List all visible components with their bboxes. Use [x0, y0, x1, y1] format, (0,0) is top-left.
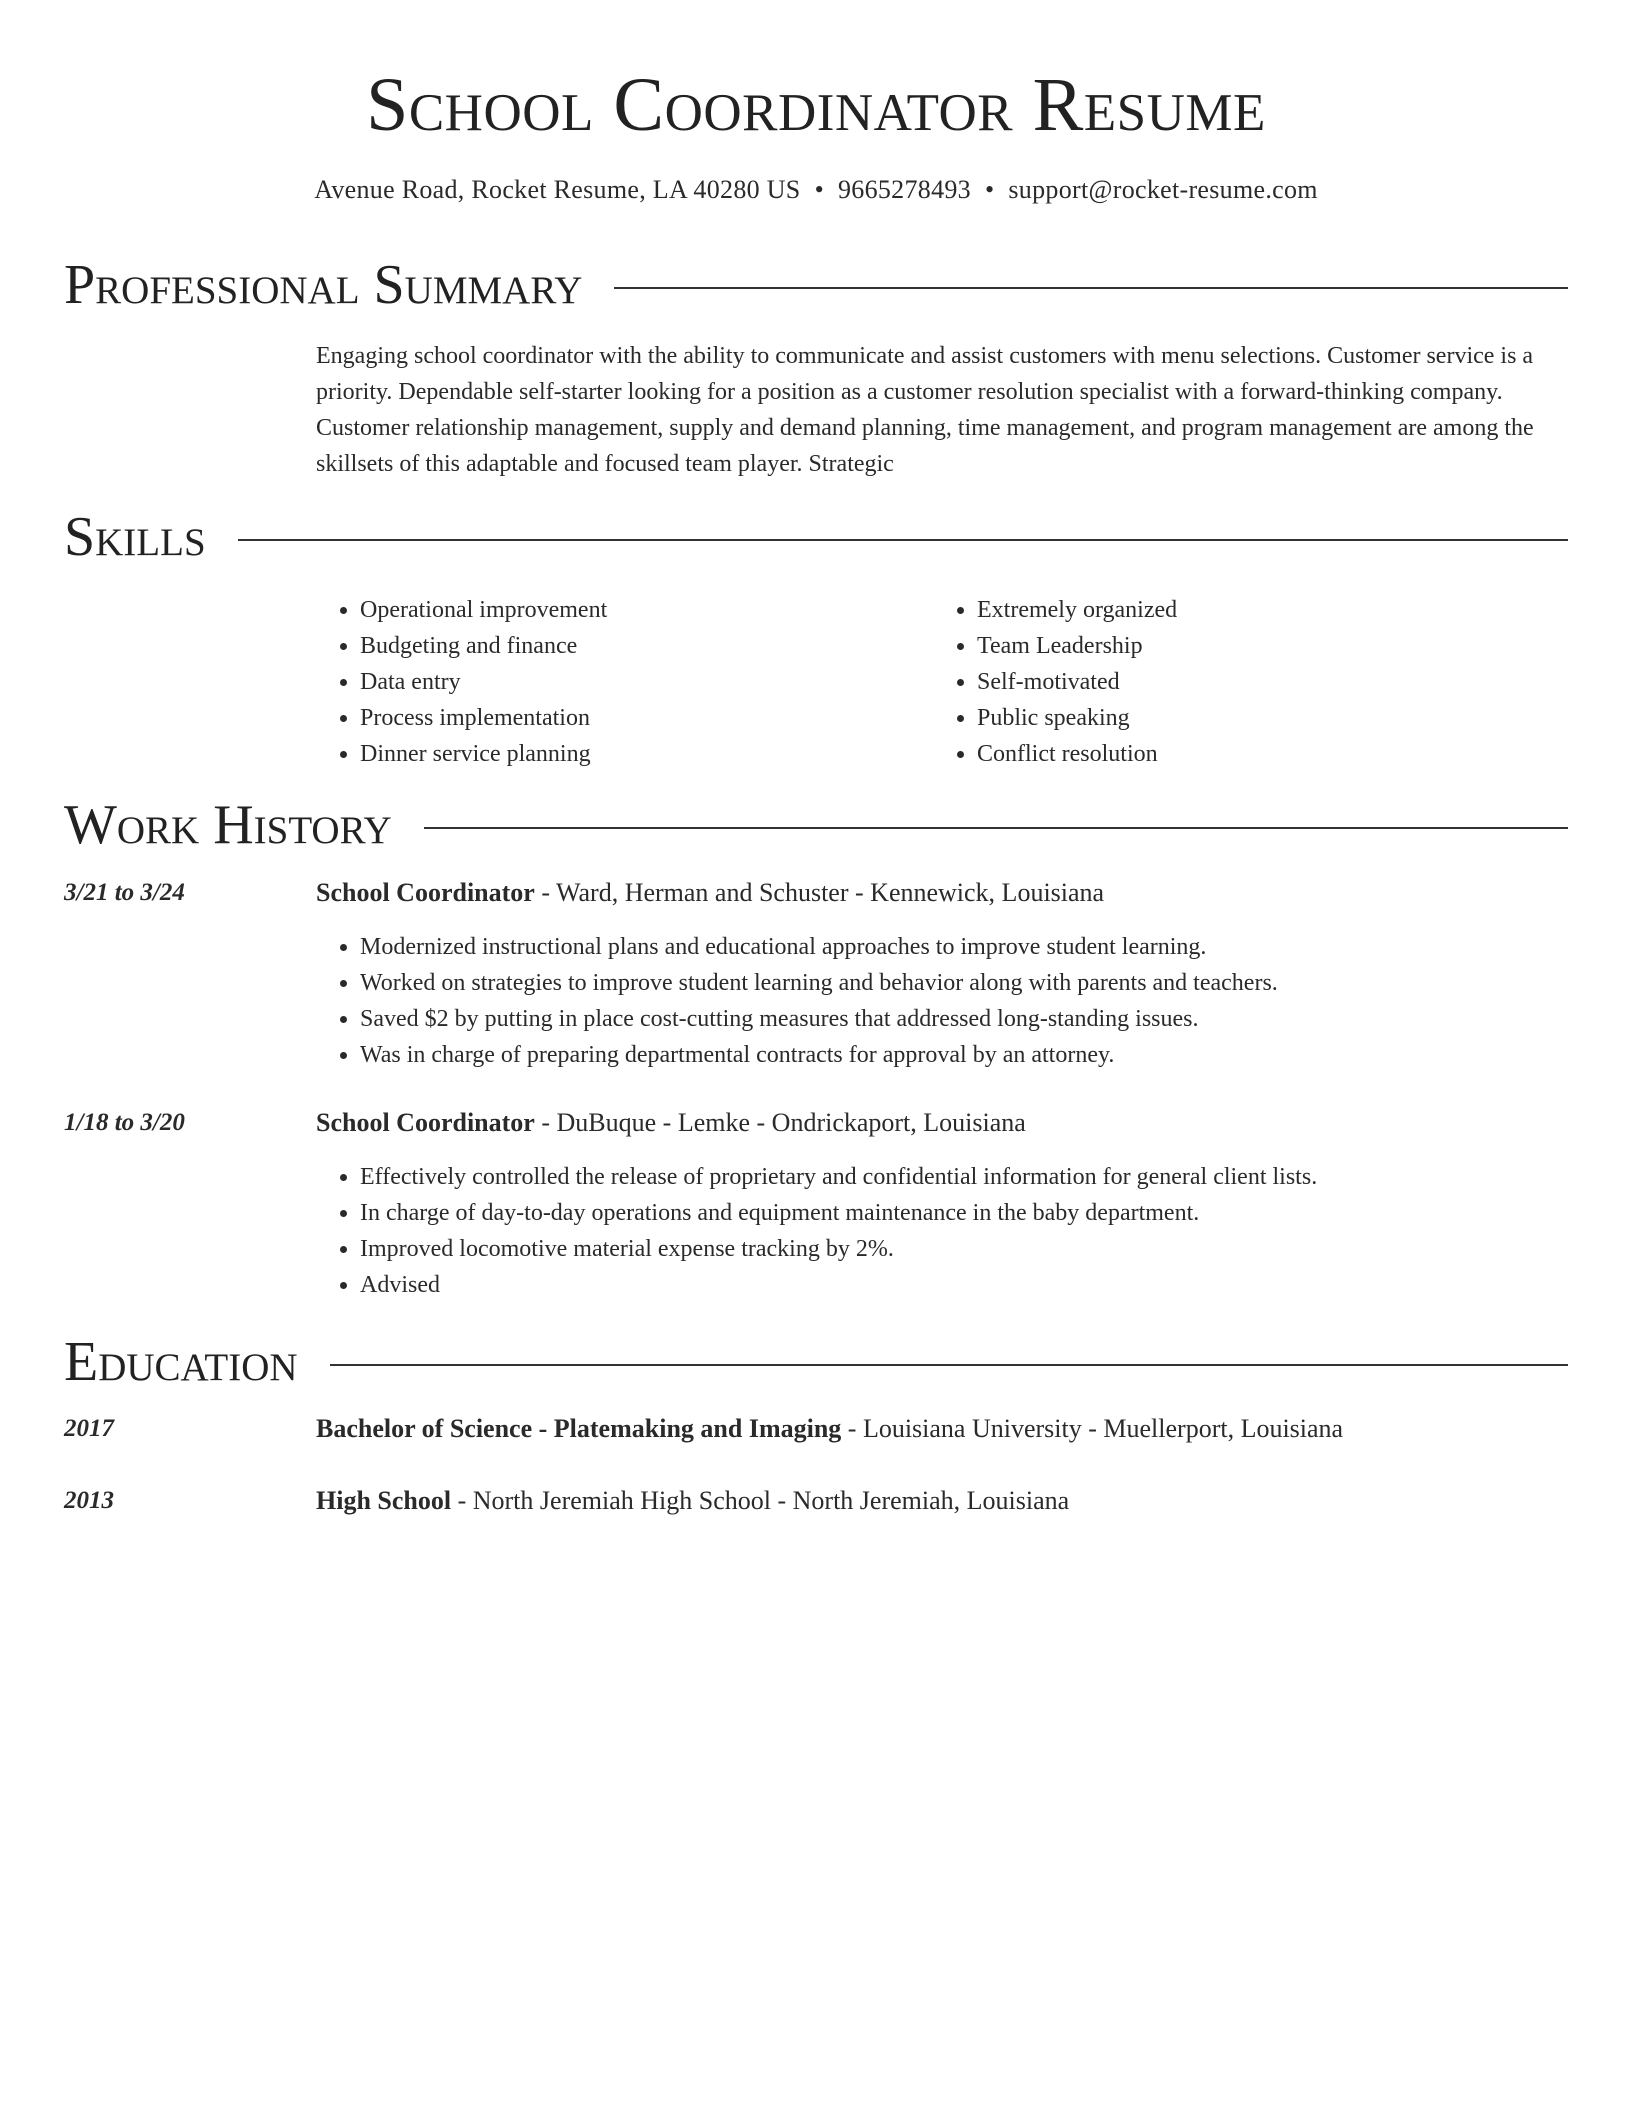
education-section-header — [64, 1327, 1568, 1397]
page-title: School Coordinator Resume — [366, 63, 1266, 147]
skills-column-right — [933, 592, 1550, 772]
contact-line — [0, 172, 1632, 208]
job-dates: 3/21 to 3/24 — [64, 879, 185, 906]
education-entry — [316, 1483, 1570, 1519]
skill-item: • Team Leadership — [977, 628, 1550, 664]
education-year: 2017 — [64, 1415, 114, 1442]
education-year: 2013 — [64, 1487, 114, 1514]
work-heading: Work History — [64, 794, 392, 856]
job-dates: 1/18 to 3/20 — [64, 1109, 185, 1136]
contact-phone: 9665278493 — [837, 175, 971, 204]
skills-column-left — [316, 592, 933, 772]
duty-item: • Effectively controlled the release of proprietary and confidential information for general client lists. — [360, 1159, 1614, 1195]
duty-item: • Advised — [360, 1267, 1614, 1303]
skill-item: • Conflict resolution — [977, 736, 1550, 772]
job-heading — [316, 875, 1570, 911]
skills-list — [316, 592, 1570, 772]
education-details: - North Jeremiah High School - North Jeremiah, Louisiana — [451, 1486, 1070, 1515]
education-degree: Bachelor of Science - Platemaking and Imaging — [316, 1414, 842, 1443]
section-divider — [238, 539, 1568, 541]
skill-item: • Self-motivated — [977, 664, 1550, 700]
separator-dot: • — [984, 175, 995, 204]
contact-email: support@rocket-resume.com — [1008, 175, 1318, 204]
section-divider — [614, 287, 1568, 289]
job-duties — [316, 1159, 1614, 1303]
job-heading — [316, 1105, 1570, 1141]
job-details: - Ward, Herman and Schuster - Kennewick, Louisiana — [534, 878, 1105, 907]
duty-item: • In charge of day-to-day operations and equipment maintenance in the baby department. — [360, 1195, 1614, 1231]
duty-item: • Saved $2 by putting in place cost-cutting measures that addressed long-standing issues. — [360, 1001, 1614, 1037]
job-duties — [316, 929, 1614, 1073]
contact-address: Avenue Road, Rocket Resume, LA 40280 US — [314, 175, 801, 204]
education-details: - Louisiana University - Muellerport, Louisiana — [841, 1414, 1344, 1443]
section-divider — [424, 827, 1568, 829]
job-title: School Coordinator — [316, 1108, 535, 1137]
education-entry — [316, 1411, 1570, 1447]
skills-heading: Skills — [64, 506, 206, 568]
duty-item: • Was in charge of preparing departmental contracts for approval by an attorney. — [360, 1037, 1614, 1073]
job-details: - DuBuque - Lemke - Ondrickaport, Louisiana — [534, 1108, 1026, 1137]
summary-text: Engaging school coordinator with the ability to communicate and assist customers with menu selections. Customer service is a priority. Dependable self-starter looking for a position as a customer resolution specialist with a forward-thinking company. Customer relationship management, supply and demand planning, time management, and program management are among the skillsets of this adaptable and focused team player. Strategic — [316, 343, 1534, 477]
skill-item: • Operational improvement — [360, 592, 933, 628]
job-title: School Coordinator — [316, 878, 535, 907]
education-degree: High School — [316, 1486, 452, 1515]
skills-section-header — [64, 502, 1568, 572]
skill-item: • Dinner service planning — [360, 736, 933, 772]
skill-item: • Extremely organized — [977, 592, 1550, 628]
skill-item: • Data entry — [360, 664, 933, 700]
summary-section-header — [64, 250, 1568, 320]
skill-item: • Process implementation — [360, 700, 933, 736]
duty-item: • Improved locomotive material expense tracking by 2%. — [360, 1231, 1614, 1267]
summary-heading: Professional Summary — [64, 254, 583, 316]
skill-item: • Budgeting and finance — [360, 628, 933, 664]
duty-item: • Modernized instructional plans and educational approaches to improve student learning. — [360, 929, 1614, 965]
separator-dot: • — [814, 175, 824, 204]
work-section-header — [64, 790, 1568, 860]
skill-item: • Public speaking — [977, 700, 1550, 736]
education-heading: Education — [64, 1331, 298, 1393]
section-divider — [330, 1364, 1568, 1366]
duty-item: • Worked on strategies to improve student learning and behavior along with parents and teachers. — [360, 965, 1614, 1001]
